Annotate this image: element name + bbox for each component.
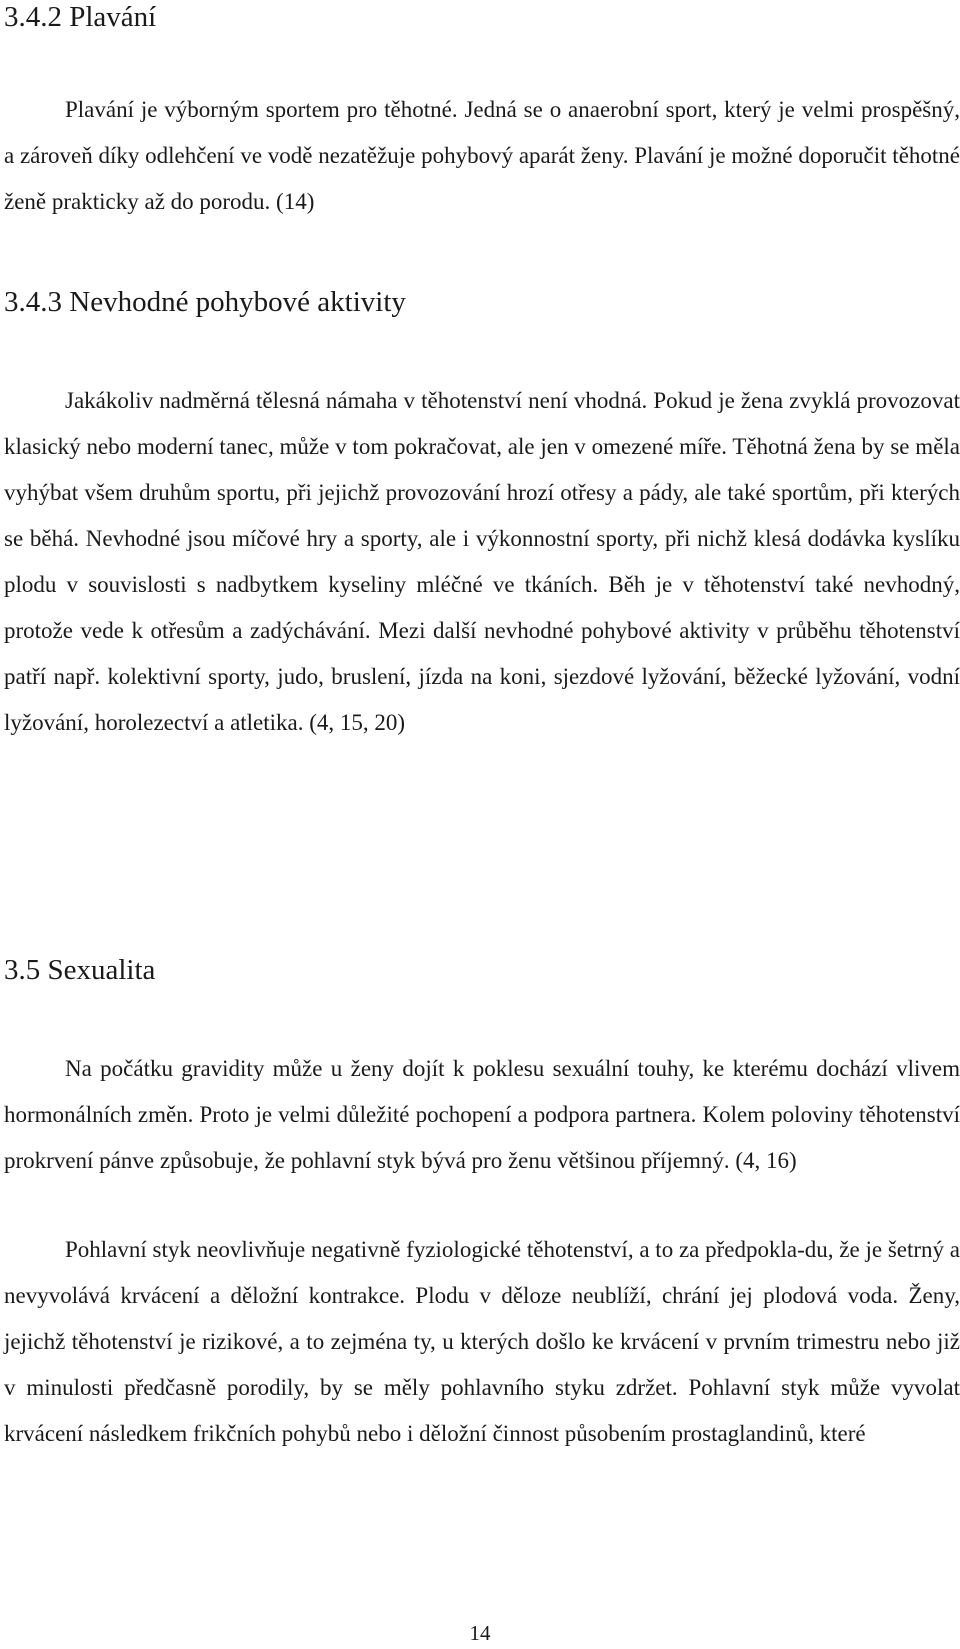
section-heading-unsuitable-activities: 3.4.3 Nevhodné pohybové aktivity: [4, 286, 406, 318]
paragraph-unsuitable-activities: Jakákoliv nadměrná tělesná námaha v těhotenství není vhodná. Pokud je žena zvyklá provozovat klasický nebo moderní tanec, může v tom pokračovat, ale jen v omezené míře. Těhotná žena by se měla vyhýbat všem druhům sportu, při jejichž provozování hrozí otřesy a pády, ale také sportům, při kterých se běhá. Nevhodné jsou míčové hry a sporty, ale i výkonnostní sporty, při nichž klesá dodávka kyslíku plodu v souvislosti s nadbytkem kyseliny mléčné ve tkáních. Běh je v těhotenství také nevhodný, protože vede k otřesům a zadýchávání. Mezi další nevhodné pohybové aktivity v průběhu těhotenství patří např. kolektivní sporty, judo, bruslení, jízda na koni, sjezdové lyžování, běžecké lyžování, vodní lyžování, horolezectví a atletika. (4, 15, 20): [4, 388, 960, 735]
section-heading-swimming: 3.4.2 Plavání: [4, 1, 157, 33]
paragraph-sexuality-2: Pohlavní styk neovlivňuje negativně fyziologické těhotenství, a to za předpokla-du, že je šetrný a nevyvolává krvácení a děložní kontrakce. Plodu v děloze neublíží, chrání jej plodová voda. Ženy, jejichž těhotenství je rizikové, a to zejména ty, u kterých došlo ke krvácení v prvním trimestru nebo již v minulosti předčasně porodily, by se měly pohlavního styku zdržet. Pohlavní styk může vyvolat krvácení následkem frikčních pohybů nebo i děložní činnost působením prostaglandinů, které: [4, 1237, 960, 1446]
section-heading-sexuality: 3.5 Sexualita: [4, 954, 156, 986]
paragraph-swimming: Plavání je výborným sportem pro těhotné. Jedná se o anaerobní sport, který je velmi prospěšný, a zároveň díky odlehčení ve vodě nezatěžuje pohybový aparát ženy. Plavání je možné doporučit těhotné ženě prakticky až do porodu. (14): [4, 97, 960, 214]
page-number: 14: [469, 1621, 491, 1645]
paragraph-sexuality-1: Na počátku gravidity může u ženy dojít k poklesu sexuální touhy, ke kterému dochází vlivem hormonálních změn. Proto je velmi důležité pochopení a podpora partnera. Kolem poloviny těhotenství prokrvení pánve způsobuje, že pohlavní styk bývá pro ženu většinou příjemný. (4, 16): [4, 1056, 960, 1173]
